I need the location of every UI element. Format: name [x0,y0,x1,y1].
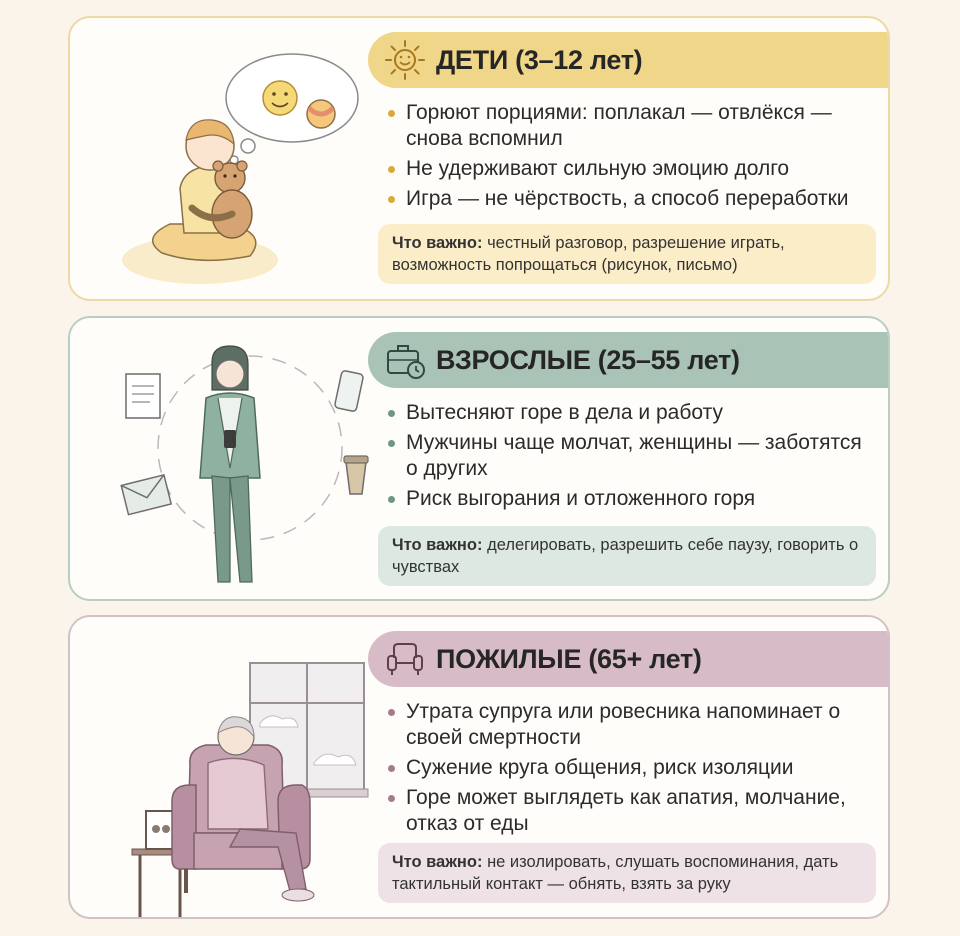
adults-card [68,316,890,601]
list-item: Горе может выглядеть как апатия, молчание, отказ от еды [386,785,878,837]
armchair-icon [382,636,428,682]
adults-note [378,526,876,586]
adults-header [368,332,890,388]
list-item: Вытесняют горе в дела и работу [386,400,878,426]
elderly-header [368,631,890,687]
list-item: Риск выгорания и отложенного горя [386,486,878,512]
list-item: Не удерживают сильную эмоцию долго [386,156,878,182]
note-label: Что важно: [392,853,483,871]
children-card [68,16,890,301]
elderly-in-armchair-illustration [100,633,400,919]
child-with-teddy-illustration [100,28,400,298]
children-note [378,224,876,284]
list-item: Игра — не чёрствость, а способ переработки [386,186,878,212]
sun-icon [382,37,428,83]
adults-bullet-list [386,400,878,516]
list-item: Горюют порциями: поплакал — отвлёкся — снова вспомнил [386,100,878,152]
note-label: Что важно: [392,536,483,554]
briefcase-clock-icon [382,337,428,383]
elderly-title: ПОЖИЛЫЕ (65+ лет) [436,643,702,674]
list-item: Сужение круга общения, риск изоляции [386,755,878,781]
children-title: ДЕТИ (3–12 лет) [436,44,643,75]
note-label: Что важно: [392,234,483,252]
note-text: честный разговор, разрешение играть, возможность попрощаться (рисунок, письмо) [392,234,785,274]
elderly-bullet-list [386,699,878,841]
list-item: Утрата супруга или ровесника напоминает о своей смертности [386,699,878,751]
busy-adult-illustration [100,328,400,598]
elderly-card [68,615,890,919]
children-bullet-list [386,100,878,216]
elderly-note [378,843,876,903]
children-header [368,32,890,88]
note-text: не изолировать, слушать воспоминания, дать тактильный контакт — обнять, взять за руку [392,853,839,893]
note-text: делегировать, разрешить себе паузу, говорить о чувствах [392,536,859,576]
adults-title: ВЗРОСЛЫЕ (25–55 лет) [436,344,740,375]
list-item: Мужчины чаще молчат, женщины — заботятся о других [386,430,878,482]
